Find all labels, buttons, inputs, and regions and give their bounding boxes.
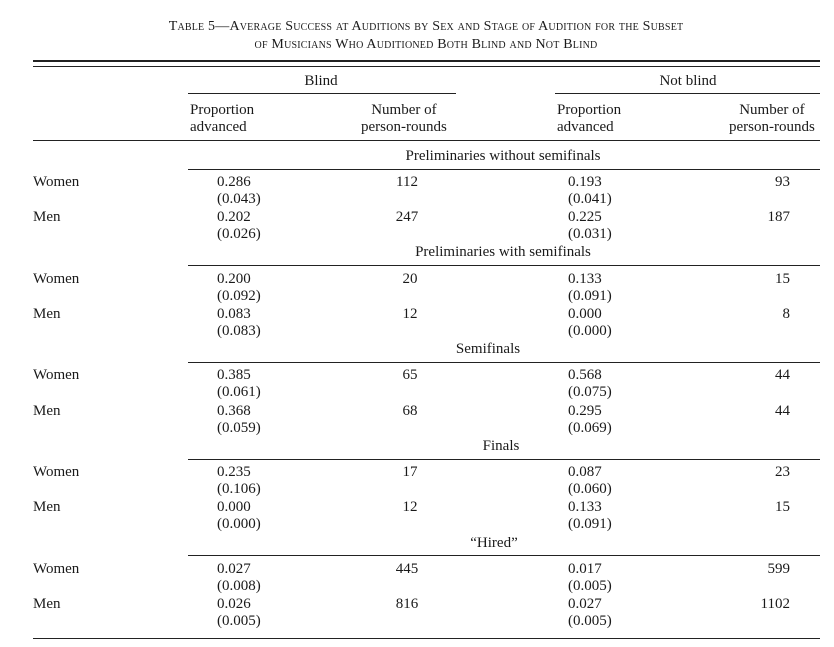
group-header-blind: Blind [304,73,338,89]
not-blind-proportion: 0.133 (0.091) [568,499,612,532]
row-label: Women [33,561,80,577]
not-blind-proportion: 0.000 (0.000) [568,306,612,339]
top-rule-thin [33,66,820,67]
not-blind-count: 15 [775,271,790,287]
blind-proportion: 0.027 (0.008) [217,561,261,594]
not-blind-count: 93 [775,174,790,190]
blind-count: 65 [402,367,418,383]
not-blind-proportion: 0.087 (0.060) [568,464,612,497]
blind-proportion: 0.083 (0.083) [217,306,261,339]
blind-proportion: 0.286 (0.043) [217,174,261,207]
blind-proportion: 0.235 (0.106) [217,464,261,497]
row-label: Women [33,174,80,190]
not-blind-count: 187 [767,209,790,225]
blind-count: 20 [402,271,418,287]
not-blind-proportion: 0.225 (0.031) [568,209,612,242]
not-blind-count: 15 [775,499,790,515]
group-underline-blind [188,93,456,94]
row-label: Women [33,464,80,480]
top-rule [33,60,820,62]
blind-count: 12 [402,306,418,322]
blind-proportion: 0.368 (0.059) [217,403,261,436]
col-header-proportion-blind: Proportion advanced [190,102,255,135]
not-blind-proportion: 0.133 (0.091) [568,271,612,304]
not-blind-proportion: 0.027 (0.005) [568,596,612,629]
row-label: Men [33,596,61,612]
section-title: Preliminaries with semifinals [415,244,591,260]
blind-proportion: 0.000 (0.000) [217,499,261,532]
blind-count: 17 [402,464,418,480]
section-rule [188,555,820,556]
blind-count: 68 [402,403,418,419]
section-title: Semifinals [455,341,521,357]
section-title: Finals [482,438,520,454]
row-label: Women [33,271,80,287]
col-header-number-not-blind: Number of person-rounds [729,102,815,135]
not-blind-count: 44 [775,403,790,419]
row-label: Men [33,499,61,515]
not-blind-proportion: 0.568 (0.075) [568,367,612,400]
not-blind-count: 44 [775,367,790,383]
blind-proportion: 0.202 (0.026) [217,209,261,242]
table-caption-line-2: of Musicians Who Auditioned Both Blind and Not Blind [254,37,598,52]
row-label: Men [33,209,61,225]
group-underline-not-blind [555,93,820,94]
row-label: Men [33,403,61,419]
col-header-proportion-not-blind: Proportion advanced [557,102,622,135]
bottom-rule [33,638,820,639]
header-bottom-rule [33,140,820,141]
section-title: “Hired” [470,535,518,551]
not-blind-count: 599 [767,561,790,577]
not-blind-count: 8 [782,306,790,322]
row-label: Men [33,306,61,322]
not-blind-proportion: 0.017 (0.005) [568,561,612,594]
col-header-number-blind: Number of person-rounds [361,102,447,135]
section-rule [188,459,820,460]
table-caption-line-1: Table 5—Average Success at Auditions by Sex and Stage of Audition for the Subset [168,19,684,34]
blind-count: 112 [396,174,418,190]
group-header-not-blind: Not blind [659,73,717,89]
blind-proportion: 0.026 (0.005) [217,596,261,629]
row-label: Women [33,367,80,383]
section-rule [188,265,820,266]
blind-count: 816 [395,596,419,612]
not-blind-proportion: 0.295 (0.069) [568,403,612,436]
not-blind-count: 23 [775,464,790,480]
blind-count: 12 [402,499,418,515]
blind-proportion: 0.200 (0.092) [217,271,261,304]
section-title: Preliminaries without semifinals [405,148,601,164]
not-blind-proportion: 0.193 (0.041) [568,174,612,207]
not-blind-count: 1102 [760,596,790,612]
blind-proportion: 0.385 (0.061) [217,367,261,400]
section-rule [188,169,820,170]
blind-count: 445 [395,561,419,577]
blind-count: 247 [395,209,419,225]
section-rule [188,362,820,363]
